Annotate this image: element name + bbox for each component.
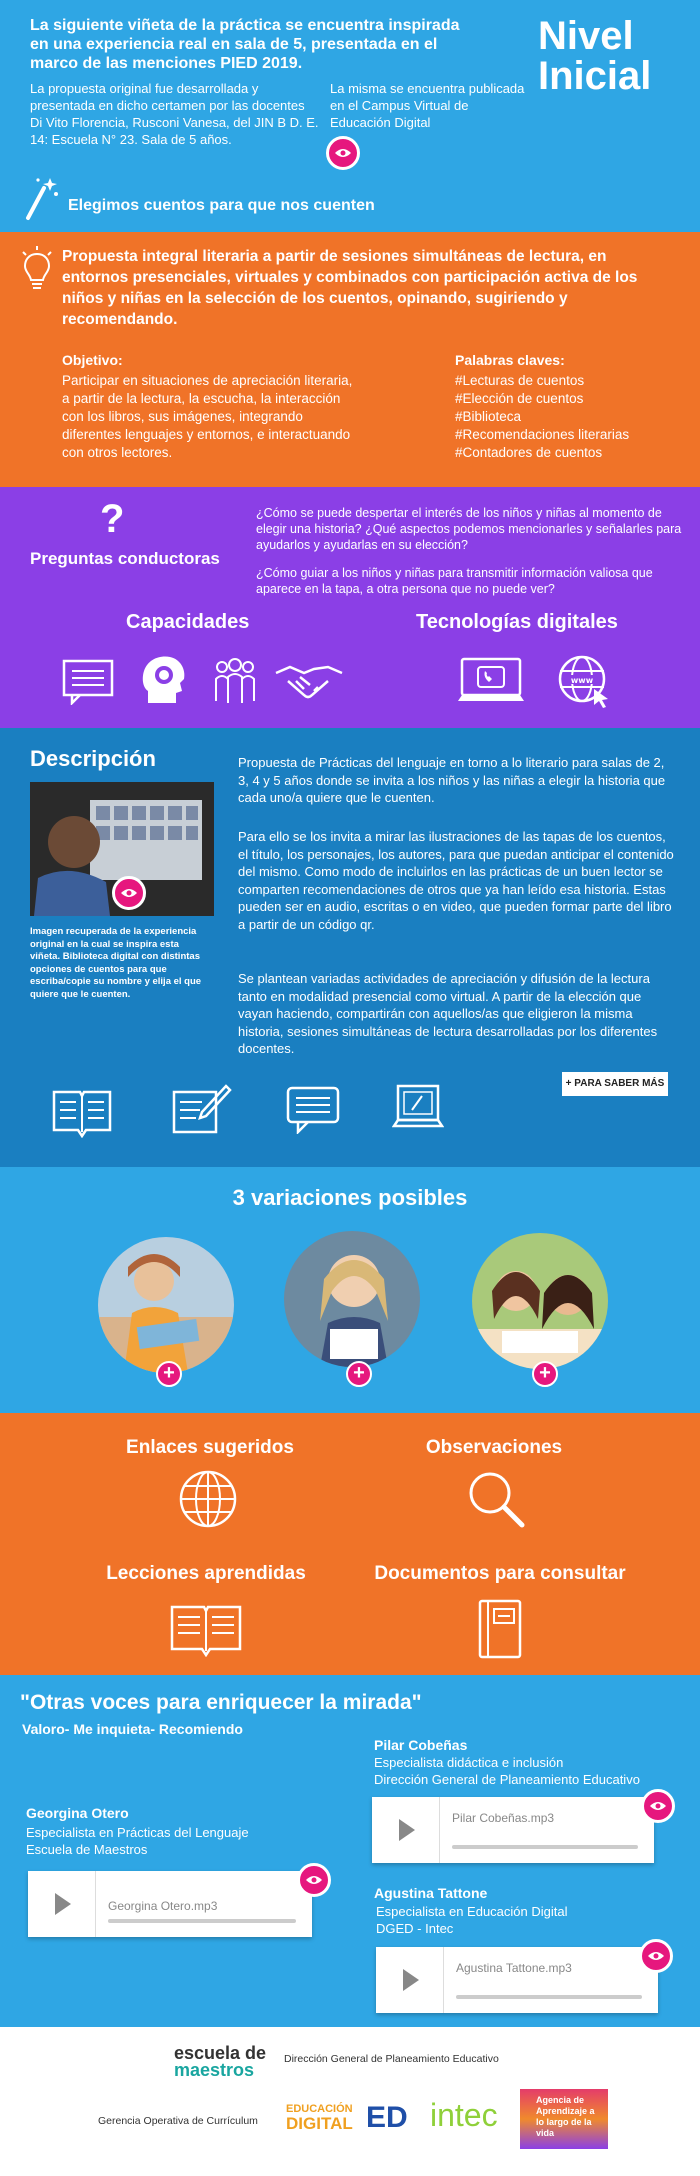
georgina-role-1: Especialista en Prácticas del Lenguaje	[26, 1825, 249, 1840]
footer-section	[0, 2027, 700, 2176]
variation-2-plus-button[interactable]: +	[346, 1361, 372, 1387]
girl-with-book-image	[284, 1231, 420, 1367]
pilar-view-button[interactable]	[641, 1789, 675, 1823]
digital-logo-line2: DIGITAL	[286, 2114, 353, 2133]
escuela-logo-line2: maestros	[174, 2060, 255, 2080]
handshake-icon	[274, 661, 344, 703]
voices-title: "Otras voces para enriquecer la mirada"	[20, 1691, 422, 1714]
variation-3-plus-button[interactable]: +	[532, 1361, 558, 1387]
magnifier-icon[interactable]	[466, 1469, 526, 1529]
play-button[interactable]	[372, 1797, 440, 1863]
description-section	[0, 728, 700, 1167]
agustina-name: Agustina Tattone	[374, 1885, 488, 1901]
more-info-button[interactable]	[562, 1072, 668, 1096]
links-section	[0, 1413, 700, 1675]
header-section	[0, 0, 700, 232]
voices-section	[0, 1675, 700, 2027]
eye-icon	[649, 1800, 667, 1812]
audio-progress-bar[interactable]	[456, 1995, 642, 1999]
questions-title: Preguntas conductoras	[30, 549, 220, 568]
practice-title: Elegimos cuentos para que nos cuenten	[68, 197, 375, 214]
open-book-icon[interactable]	[170, 1603, 242, 1657]
keyword: #Elección de cuentos	[455, 391, 584, 406]
document-icon[interactable]	[476, 1599, 524, 1659]
play-button[interactable]	[28, 1871, 96, 1937]
audio-progress-bar[interactable]	[108, 1919, 296, 1923]
voices-subtitle: Valoro- Me inquieta- Recomiendo	[22, 1721, 243, 1737]
agustina-role-1: Especialista en Educación Digital	[376, 1904, 568, 1919]
globe-icon[interactable]	[178, 1469, 238, 1529]
escuela-maestros-logo	[174, 2045, 266, 2079]
keywords-list	[455, 372, 629, 462]
play-icon	[55, 1893, 71, 1915]
ed-logo: ED	[366, 2101, 408, 2134]
play-icon	[403, 1969, 419, 1991]
agustina-role-2: DGED - Intec	[376, 1921, 454, 1936]
audio-progress-bar[interactable]	[452, 1845, 638, 1849]
message-icon	[286, 1086, 340, 1134]
head-mind-icon	[140, 653, 186, 705]
agustina-audio-player[interactable]	[376, 1947, 658, 2013]
two-girls-reading-image	[472, 1233, 608, 1369]
laptop-icon	[392, 1084, 444, 1134]
variation-photo-2[interactable]	[284, 1231, 420, 1367]
view-photo-button[interactable]	[112, 876, 146, 910]
globe-www-icon	[556, 653, 614, 709]
keywords-title: Palabras claves:	[455, 352, 565, 368]
georgina-view-button[interactable]	[297, 1863, 331, 1897]
published-text: La misma se encuentra publicada en el Campus Virtual de Educación Digital	[330, 81, 525, 130]
pilar-role-2: Dirección General de Planeamiento Educativo	[374, 1772, 640, 1787]
capacidades-title: Capacidades	[126, 611, 250, 633]
intec-logo: intec	[430, 2097, 498, 2133]
variation-1-plus-button[interactable]: +	[156, 1361, 182, 1387]
georgina-audio-player[interactable]	[28, 1871, 312, 1937]
question-1: ¿Cómo se puede despertar el interés de los niños y niñas al momento de elegir una historia? ¿Qué aspectos podemos mencionarles y señalarles para ayudarlos y ayudarlas en su elección?	[256, 506, 682, 552]
educacion-digital-logo	[286, 2103, 353, 2133]
escuela-logo-line1: escuela de	[174, 2043, 267, 2063]
tecnologias-title: Tecnologías digitales	[416, 611, 618, 633]
description-title: Descripción	[30, 746, 156, 771]
proposal-text: Propuesta integral literaria a partir de sesiones simultáneas de lectura, en entornos presenciales, virtuales y combinados con participación activa de los niños y niñas en la selección de los cuentos, opinando, sugiriendo y recomendando.	[62, 248, 638, 328]
georgina-role-2: Escuela de Maestros	[26, 1842, 148, 1857]
gerencia-label: Gerencia Operativa de Currículum	[98, 2115, 258, 2127]
keyword: #Recomendaciones literarias	[455, 427, 630, 442]
pilar-audio-player[interactable]	[372, 1797, 654, 1863]
variation-photo-3[interactable]	[472, 1233, 608, 1369]
keyword: #Biblioteca	[455, 409, 522, 424]
pilar-role-1: Especialista didáctica e inclusión	[374, 1755, 564, 1770]
plus-icon: +	[565, 1078, 575, 1089]
questions-section	[0, 487, 700, 728]
description-p1: Propuesta de Prácticas del lenguaje en torno a lo literario para salas de 2, 3, 4 y 5 años donde se invita a los niños y las niñas a elegir la historia que cada uno/a quiere que le cuenten.	[238, 755, 666, 805]
photo-caption: Imagen recuperada de la experiencia original en la cual se inspira esta viñeta. Biblioteca digital con distintas opciones de cuentos para que escriba/copie su nombre y elija el que quiere que le cuenten.	[30, 926, 202, 1000]
more-info-label: PARA SABER MÁS	[574, 1078, 665, 1089]
level-title	[538, 16, 651, 96]
chat-icon	[62, 659, 114, 705]
proposal-section	[0, 232, 700, 487]
educacion-logo-line1: EDUCACIÓN	[286, 2103, 353, 2115]
view-campus-button[interactable]	[326, 136, 360, 170]
question-mark-icon: ?	[100, 497, 125, 541]
documentos-title[interactable]: Documentos para consultar	[374, 1563, 626, 1584]
magic-wand-icon	[22, 174, 62, 224]
pilar-name: Pilar Cobeñas	[374, 1737, 468, 1753]
eye-icon	[120, 887, 138, 899]
description-p2: Para ello se los invita a mirar las ilustraciones de las tapas de los cuentos, el título, los personajes, los autores, para que puedan anticipar el contenido del mismo. Como modo de incluirlos en las prácticas de un buen lector se comparten recomendaciones de otros que ya han leído esa historia. Estas pueden ser en audio, escritas o en video, que pueden formar parte del libro a partir de un código qr.	[238, 829, 674, 932]
people-group-icon	[212, 657, 258, 705]
play-icon	[399, 1819, 415, 1841]
agustina-view-button[interactable]	[639, 1939, 673, 1973]
eye-icon	[647, 1950, 665, 1962]
georgina-name: Georgina Otero	[26, 1805, 129, 1821]
agencia-logo: Agencia de Aprendizaje a lo largo de la vida	[520, 2089, 608, 2149]
audio-filename: Agustina Tattone.mp3	[456, 1961, 572, 1975]
dgpe-label: Dirección General de Planeamiento Educativo	[284, 2053, 499, 2065]
reading-child-image	[98, 1237, 234, 1373]
lecciones-title[interactable]: Lecciones aprendidas	[106, 1563, 306, 1584]
question-2: ¿Cómo guiar a los niños y niñas para transmitir información valiosa que aparece en la tapa, a otra persona que no puede ver?	[256, 566, 653, 596]
level-line2: Inicial	[538, 54, 652, 98]
variation-photo-1[interactable]	[98, 1237, 234, 1373]
play-button[interactable]	[376, 1947, 444, 2013]
objective-title: Objetivo:	[62, 352, 123, 368]
eye-icon	[334, 147, 352, 159]
variations-title: 3 variaciones posibles	[232, 1185, 468, 1210]
lightbulb-icon	[20, 246, 54, 292]
keyword: #Contadores de cuentos	[455, 445, 603, 460]
level-line1: Nivel	[538, 14, 634, 58]
svg-text:www: www	[570, 676, 594, 685]
keyword: #Lecturas de cuentos	[455, 373, 585, 388]
variations-section	[0, 1167, 700, 1413]
audio-filename: Pilar Cobeñas.mp3	[452, 1811, 555, 1825]
description-p3: Se plantean variadas actividades de apreciación y difusión de la lectura tanto en modalidad presencial como virtual. A partir de la elección que vayan haciendo, compartirán con aquellos/as que eligieron la misma historia, sesiones simultáneas de lectura desarrolladas por los diferentes docentes.	[238, 971, 658, 1056]
observaciones-title[interactable]: Observaciones	[425, 1437, 563, 1458]
computer-phone-icon	[456, 657, 526, 705]
original-text: La propuesta original fue desarrollada y presentada en dicho certamen por las docentes Di Vito Florencia, Rusconi Vanesa, del JIN B D. E. 14: Escuela N° 23. Sala de 5 años.	[30, 81, 319, 147]
open-book-icon	[52, 1088, 112, 1138]
enlaces-title[interactable]: Enlaces sugeridos	[126, 1437, 294, 1458]
eye-icon	[305, 1874, 323, 1886]
intro-text: La siguiente viñeta de la práctica se encuentra inspirada en una experiencia real en sala de 5, presentada en el marco de las menciones PIED 2019.	[30, 17, 460, 72]
writing-icon	[170, 1084, 232, 1136]
objective-text: Participar en situaciones de apreciación literaria, a partir de la lectura, la escucha, la interacción con los libros, sus imágenes, integrando diferentes lenguajes y entornos, e interactuando con otros lectores.	[62, 373, 353, 460]
audio-filename: Georgina Otero.mp3	[108, 1899, 218, 1913]
